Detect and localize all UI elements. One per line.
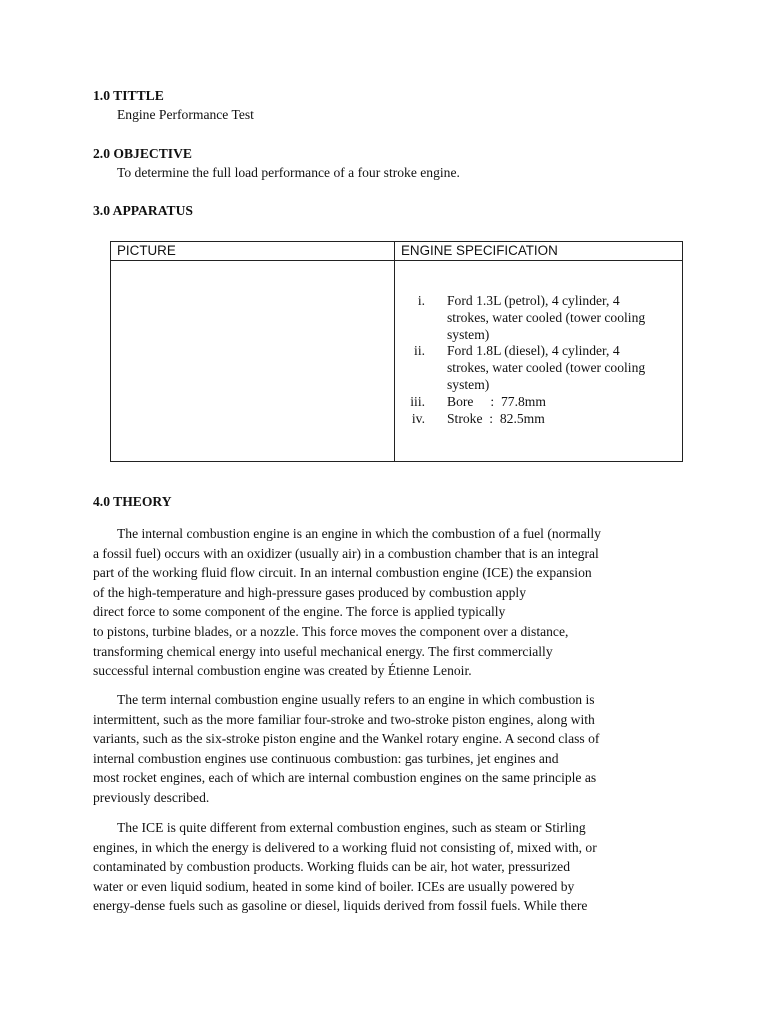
theory-line: variants, such as the six-stroke piston engine and the Wankel rotary engine. A second class of xyxy=(93,731,600,747)
spec-item-line: strokes, water cooled (tower cooling xyxy=(447,309,646,325)
spec-item-line: system) xyxy=(447,326,490,342)
theory-line: The ICE is quite different from external combustion engines, such as steam or Stirling xyxy=(117,820,586,835)
theory-line: direct force to some component of the engine. The force is applied typically xyxy=(93,604,506,620)
spec-item-line: Ford 1.3L (petrol), 4 cylinder, 4 xyxy=(447,293,620,308)
theory-line: most rocket engines, each of which are internal combustion engines on the same principle as xyxy=(93,770,597,786)
theory-line: to pistons, turbine blades, or a nozzle. This force moves the component over a distance, xyxy=(93,623,569,639)
theory-paragraph xyxy=(93,818,678,916)
spec-item-line: Bore : 77.8mm xyxy=(447,393,546,409)
section-heading-title: 1.0 TITTLE xyxy=(93,88,164,103)
spec-item-number: ii. xyxy=(414,343,425,359)
section-heading-apparatus: 3.0 APPARATUS xyxy=(93,203,193,218)
theory-line: of the high-temperature and high-pressure gases produced by combustion apply xyxy=(93,584,526,600)
objective-text: To determine the full load performance of a four stroke engine. xyxy=(117,165,460,180)
theory-line: successful internal combustion engine was created by Étienne Lenoir. xyxy=(93,663,472,679)
title-text: Engine Performance Test xyxy=(117,107,254,122)
theory-line: energy-dense fuels such as gasoline or diesel, liquids derived from fossil fuels. While there xyxy=(93,898,588,914)
table-header-picture: PICTURE xyxy=(111,242,395,261)
section-heading-objective: 2.0 OBJECTIVE xyxy=(93,146,192,161)
theory-line: engines, in which the energy is delivered to a working fluid not consisting of, mixed with, or xyxy=(93,839,597,855)
specification-list xyxy=(395,293,682,427)
theory-paragraph xyxy=(93,524,678,681)
theory-line: intermittent, such as the more familiar four-stroke and two-stroke piston engines, along with xyxy=(93,711,595,727)
theory-line: contaminated by combustion products. Working fluids can be air, hot water, pressurized xyxy=(93,859,571,875)
theory-line: a fossil fuel) occurs with an oxidizer (usually air) in a combustion chamber that is an integral xyxy=(93,545,599,561)
spec-item-number: i. xyxy=(417,293,425,308)
spec-item xyxy=(395,343,682,393)
table-header-engine-specification: ENGINE SPECIFICATION xyxy=(395,242,683,261)
spec-item xyxy=(395,411,682,428)
spec-item-line: strokes, water cooled (tower cooling xyxy=(447,360,646,376)
apparatus-table xyxy=(110,241,683,462)
picture-cell xyxy=(111,261,395,462)
spec-item-line: Ford 1.8L (diesel), 4 cylinder, 4 xyxy=(447,343,620,359)
theory-line: water or even liquid sodium, heated in some kind of boiler. ICEs are usually powered by xyxy=(93,878,575,894)
theory-line: previously described. xyxy=(93,789,210,805)
theory-line: part of the working fluid flow circuit. In an internal combustion engine (ICE) the expansion xyxy=(93,565,592,581)
section-heading-theory: 4.0 THEORY xyxy=(93,494,172,509)
theory-line: The internal combustion engine is an engine in which the combustion of a fuel (normally xyxy=(117,526,601,541)
spec-item-number: iv. xyxy=(411,410,425,426)
theory-line: internal combustion engines use continuous combustion: gas turbines, jet engines and xyxy=(93,750,559,766)
spec-item-line: system) xyxy=(447,376,490,392)
theory-line: transforming chemical energy into useful mechanical energy. The first commercially xyxy=(93,643,553,659)
spec-item xyxy=(395,394,682,411)
spec-item-number: iii. xyxy=(410,393,425,409)
spec-item-line: Stroke : 82.5mm xyxy=(447,410,545,426)
theory-paragraph xyxy=(93,690,678,808)
theory-line: The term internal combustion engine usually refers to an engine in which combustion is xyxy=(117,692,595,707)
specification-cell xyxy=(395,261,683,462)
spec-item xyxy=(395,293,682,343)
